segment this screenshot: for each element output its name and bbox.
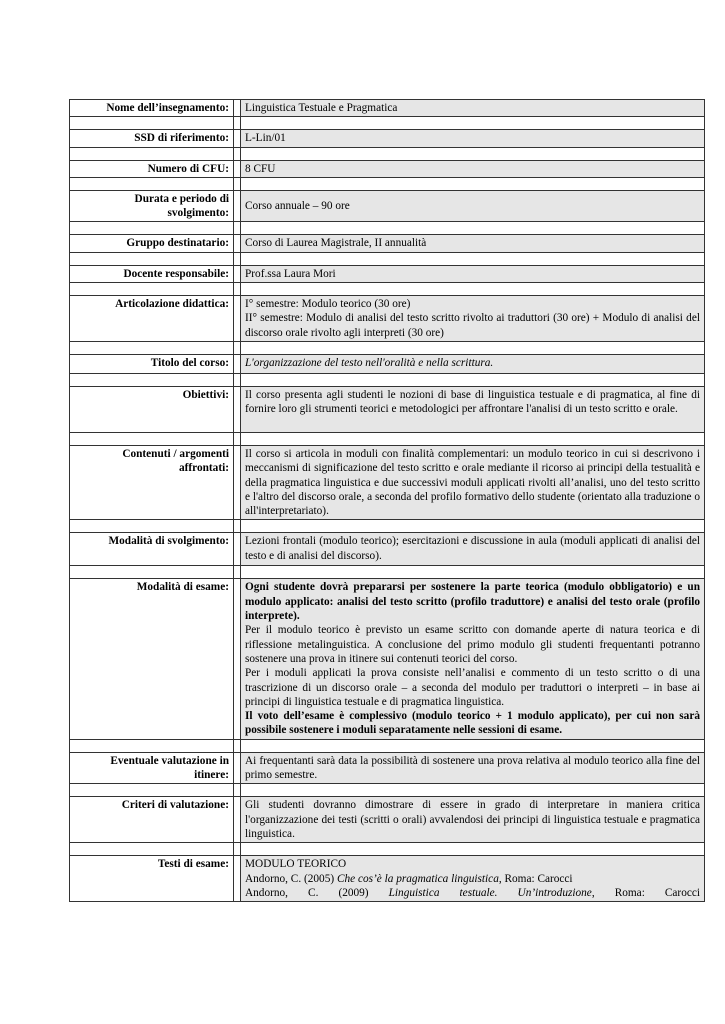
row-ssd bbox=[70, 130, 705, 147]
row-gruppo bbox=[70, 235, 705, 252]
value-titolo: L'organizzazione del testo nell'oralità e nella scrittura. bbox=[241, 354, 705, 373]
value-modalita-esame: Ogni studente dovrà prepararsi per sostenere la parte teorica (modulo obbligatorio) e un modulo applicato: analisi del testo scritto (profilo traduttore) e analisi del testo orale (profilo interprete). Per il modulo teorico è previsto un esame scritto con domande aperte di natura teorica e di riflessione metalinguistica. A conclusione del primo modulo gli studenti frequentanti potranno sostenere una prova in itinere sui contenuti teorici del corso. Per i moduli applicati la prova consiste nell’analisi e commento di un testo scritto o di una trascrizione di un discorso orale – a seconda del modulo per traduttori o interpreti – in base ai principi di linguistica testuale e di pragmatica linguistica. Il voto dell’esame è complessivo (modulo teorico + 1 modulo applicato), per cui non sarà possibile sostenere i moduli separatamente nelle sessioni di esame. bbox=[241, 579, 705, 739]
value-gruppo: Corso di Laurea Magistrale, II annualità bbox=[241, 235, 705, 252]
value-modalita-svolgimento: Lezioni frontali (modulo teorico); esercitazioni e discussione in aula (moduli applicati di analisi del testo e di analisi del discorso). bbox=[241, 533, 705, 566]
value-docente: Prof.ssa Laura Mori bbox=[241, 265, 705, 282]
label-valutazione-itinere: Eventuale valutazione in itinere: bbox=[70, 752, 234, 784]
value-obiettivi: Il corso presenta agli studenti le nozioni di base di linguistica testuale e di pragmatica, al fine di fornire loro gli strumenti teorici e metodologici per affrontare l'analisi di un testo scritto e orale. bbox=[241, 386, 705, 432]
testi-heading: MODULO TEORICO bbox=[245, 858, 347, 871]
value-testi bbox=[241, 856, 705, 902]
row-durata bbox=[70, 190, 705, 222]
row-nome bbox=[70, 100, 705, 117]
value-durata: Corso annuale – 90 ore bbox=[241, 190, 705, 222]
label-ssd: SSD di riferimento: bbox=[70, 130, 234, 147]
value-nome: Linguistica Testuale e Pragmatica bbox=[241, 100, 705, 117]
row-cfu bbox=[70, 160, 705, 177]
row-valutazione-itinere bbox=[70, 752, 705, 784]
course-info-table bbox=[69, 99, 705, 902]
label-docente: Docente responsabile: bbox=[70, 265, 234, 282]
row-criteri bbox=[70, 797, 705, 843]
row-contenuti bbox=[70, 445, 705, 519]
row-articolazione bbox=[70, 296, 705, 342]
label-titolo: Titolo del corso: bbox=[70, 354, 234, 373]
label-contenuti: Contenuti / argomenti affrontati: bbox=[70, 445, 234, 519]
row-docente bbox=[70, 265, 705, 282]
label-modalita-esame: Modalità di esame: bbox=[70, 579, 234, 739]
label-durata: Durata e periodo di svolgimento: bbox=[70, 190, 234, 222]
label-criteri: Criteri di valutazione: bbox=[70, 797, 234, 843]
reference-2: Andorno, C. (2009) Linguistica testuale. Un’introduzione, Roma: Carocci bbox=[245, 886, 701, 899]
row-modalita-esame bbox=[70, 579, 705, 739]
value-contenuti: Il corso si articola in moduli con finalità complementari: un modulo teorico in cui si descrivono i meccanismi di significazione del testo scritto e orale mediante il ricorso ai principi della testualità e della pragmatica linguistica e due successivi moduli applicati rivolti all’analisi, uno del testo scritto e l'altro del discorso orale, a seconda del profilo formativo dello studente (orientato alla traduzione o all'interpretariato). bbox=[241, 445, 705, 519]
value-ssd: L-Lin/01 bbox=[241, 130, 705, 147]
value-valutazione-itinere: Ai frequentanti sarà data la possibilità di sostenere una prova relativa al modulo teorico alla fine del primo semestre. bbox=[241, 752, 705, 784]
row-testi bbox=[70, 856, 705, 902]
row-obiettivi bbox=[70, 386, 705, 432]
value-cfu: 8 CFU bbox=[241, 160, 705, 177]
reference-1: Andorno, C. (2005) Che cos’è la pragmatica linguistica, Roma: Carocci bbox=[245, 872, 573, 885]
value-criteri: Gli studenti dovranno dimostrare di essere in grado di interpretare in maniera critica l'organizzazione dei testi (scritti o orali) avvalendosi dei principi di linguistica testuale e pragmatica linguistica. bbox=[241, 797, 705, 843]
label-articolazione: Articolazione didattica: bbox=[70, 296, 234, 342]
label-nome: Nome dell’insegnamento: bbox=[70, 100, 234, 117]
label-cfu: Numero di CFU: bbox=[70, 160, 234, 177]
label-gruppo: Gruppo destinatario: bbox=[70, 235, 234, 252]
row-modalita-svolgimento bbox=[70, 533, 705, 566]
label-obiettivi: Obiettivi: bbox=[70, 386, 234, 432]
value-articolazione: I° semestre: Modulo teorico (30 ore) II° semestre: Modulo di analisi del testo scritto rivolto ai traduttori (30 ore) + Modulo di analisi del discorso orale rivolto agli interpreti (30 ore) bbox=[241, 296, 705, 342]
row-titolo bbox=[70, 354, 705, 373]
label-testi: Testi di esame: bbox=[70, 856, 234, 902]
label-modalita-svolgimento: Modalità di svolgimento: bbox=[70, 533, 234, 566]
